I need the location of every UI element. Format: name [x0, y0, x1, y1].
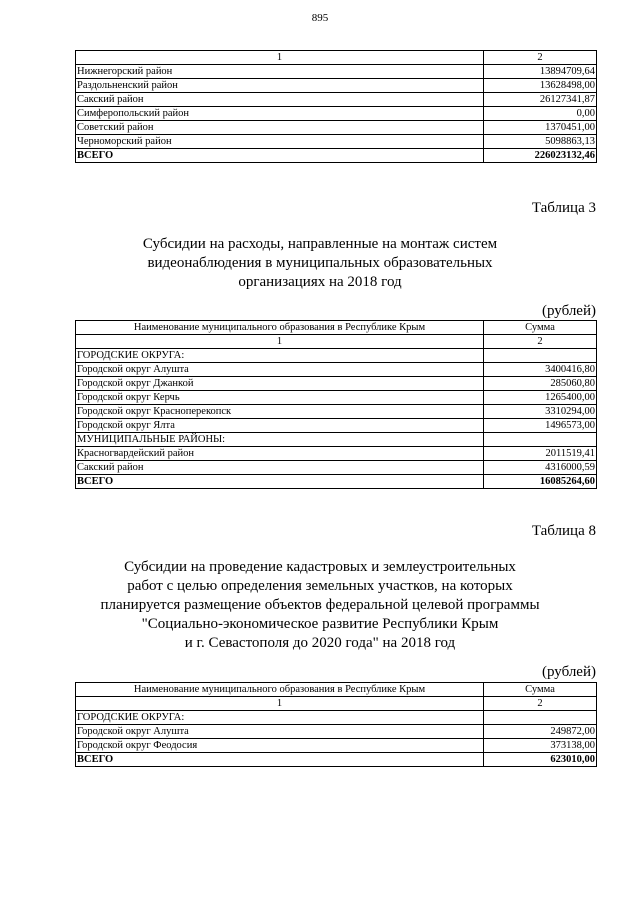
title-line: работ с целью определения земельных участков, на которых: [127, 578, 513, 594]
row-value: [484, 711, 597, 725]
row-value: 26127341,87: [484, 93, 597, 107]
row-name: Городской округ Феодосия: [76, 739, 484, 753]
row-value: 373138,00: [484, 739, 597, 753]
total-value: 226023132,46: [484, 149, 597, 163]
row-name: Советский район: [76, 121, 484, 135]
table8-title: [60, 558, 580, 653]
table8-label: Таблица 8: [531, 523, 596, 539]
total-row: [76, 149, 597, 163]
table-row: [76, 93, 597, 107]
row-value: 249872,00: [484, 725, 597, 739]
row-name: Городской округ Алушта: [76, 725, 484, 739]
row-name: Сакский район: [76, 461, 484, 475]
title-line: видеонаблюдения в муниципальных образовательных: [147, 255, 493, 271]
title-line: и г. Севастополя до 2020 года" на 2018 год: [184, 635, 456, 651]
row-value: 1370451,00: [484, 121, 597, 135]
table-row: [76, 447, 597, 461]
column-header-name: Наименование муниципального образования в Республике Крым: [76, 683, 484, 697]
title-line: "Социально-экономическое развитие Республики Крым: [141, 616, 499, 632]
total-value: 623010,00: [484, 753, 597, 767]
table8-unit: (рублей): [541, 664, 596, 680]
table-row: [76, 739, 597, 753]
table-row: [76, 391, 597, 405]
row-name: Городской округ Ялта: [76, 419, 484, 433]
title-line: Субсидии на расходы, направленные на монтаж систем: [142, 236, 498, 252]
column-number: 1: [76, 697, 484, 711]
row-value: 5098863,13: [484, 135, 597, 149]
table-column-numbers: [76, 697, 597, 711]
row-value: 285060,80: [484, 377, 597, 391]
table-row: [76, 363, 597, 377]
title-line: планируется размещение объектов федеральной целевой программы: [100, 597, 540, 613]
table-row: [76, 433, 597, 447]
table-row: [76, 79, 597, 93]
table-row: [76, 121, 597, 135]
table-column-numbers: [76, 335, 597, 349]
title-line: организациях на 2018 год: [238, 274, 402, 290]
table-header-row: [76, 321, 597, 335]
table-row: [76, 107, 597, 121]
table-header-row: [76, 683, 597, 697]
table-row: [76, 135, 597, 149]
table3-unit: (рублей): [541, 303, 596, 319]
row-value: 1265400,00: [484, 391, 597, 405]
table-column-numbers: [76, 51, 597, 65]
row-name: Городской округ Керчь: [76, 391, 484, 405]
row-value: 13894709,64: [484, 65, 597, 79]
row-value: 3310294,00: [484, 405, 597, 419]
total-label: ВСЕГО: [76, 475, 484, 489]
row-name: Симферопольский район: [76, 107, 484, 121]
table3-label: Таблица 3: [531, 200, 596, 216]
row-value: 3400416,80: [484, 363, 597, 377]
table-row: [76, 725, 597, 739]
table-row: [76, 349, 597, 363]
column-header-name: Наименование муниципального образования в Республике Крым: [76, 321, 484, 335]
row-name: Сакский район: [76, 93, 484, 107]
table3-title: [60, 235, 580, 292]
total-label: ВСЕГО: [76, 753, 484, 767]
page-number: 895: [311, 12, 329, 24]
table3: [75, 320, 597, 489]
table-row: [76, 461, 597, 475]
row-value: 0,00: [484, 107, 597, 121]
table-row: [76, 405, 597, 419]
total-label: ВСЕГО: [76, 149, 484, 163]
column-number: 2: [484, 697, 597, 711]
row-value: 1496573,00: [484, 419, 597, 433]
table8: [75, 682, 597, 767]
table-row: [76, 65, 597, 79]
column-number: 1: [76, 51, 484, 65]
row-name: Нижнегорский район: [76, 65, 484, 79]
row-name: Черноморский район: [76, 135, 484, 149]
total-row: [76, 753, 597, 767]
row-value: 4316000,59: [484, 461, 597, 475]
total-row: [76, 475, 597, 489]
row-value: [484, 349, 597, 363]
table-continuation: [75, 50, 597, 163]
column-number: 2: [484, 335, 597, 349]
table-row: [76, 419, 597, 433]
table-row: [76, 377, 597, 391]
column-header-sum: Сумма: [484, 683, 597, 697]
row-name: Городской округ Алушта: [76, 363, 484, 377]
column-number: 2: [484, 51, 597, 65]
row-name: Городской округ Красноперекопск: [76, 405, 484, 419]
row-name: Городской округ Джанкой: [76, 377, 484, 391]
row-name: Раздольненский район: [76, 79, 484, 93]
row-value: 2011519,41: [484, 447, 597, 461]
row-value: 13628498,00: [484, 79, 597, 93]
title-line: Субсидии на проведение кадастровых и землеустроительных: [124, 559, 516, 575]
table-row: [76, 711, 597, 725]
total-value: 16085264,60: [484, 475, 597, 489]
column-header-sum: Сумма: [484, 321, 597, 335]
row-name: ГОРОДСКИЕ ОКРУГА:: [76, 711, 484, 725]
row-name: МУНИЦИПАЛЬНЫЕ РАЙОНЫ:: [76, 433, 484, 447]
row-value: [484, 433, 597, 447]
column-number: 1: [76, 335, 484, 349]
row-name: Красногвардейский район: [76, 447, 484, 461]
row-name: ГОРОДСКИЕ ОКРУГА:: [76, 349, 484, 363]
